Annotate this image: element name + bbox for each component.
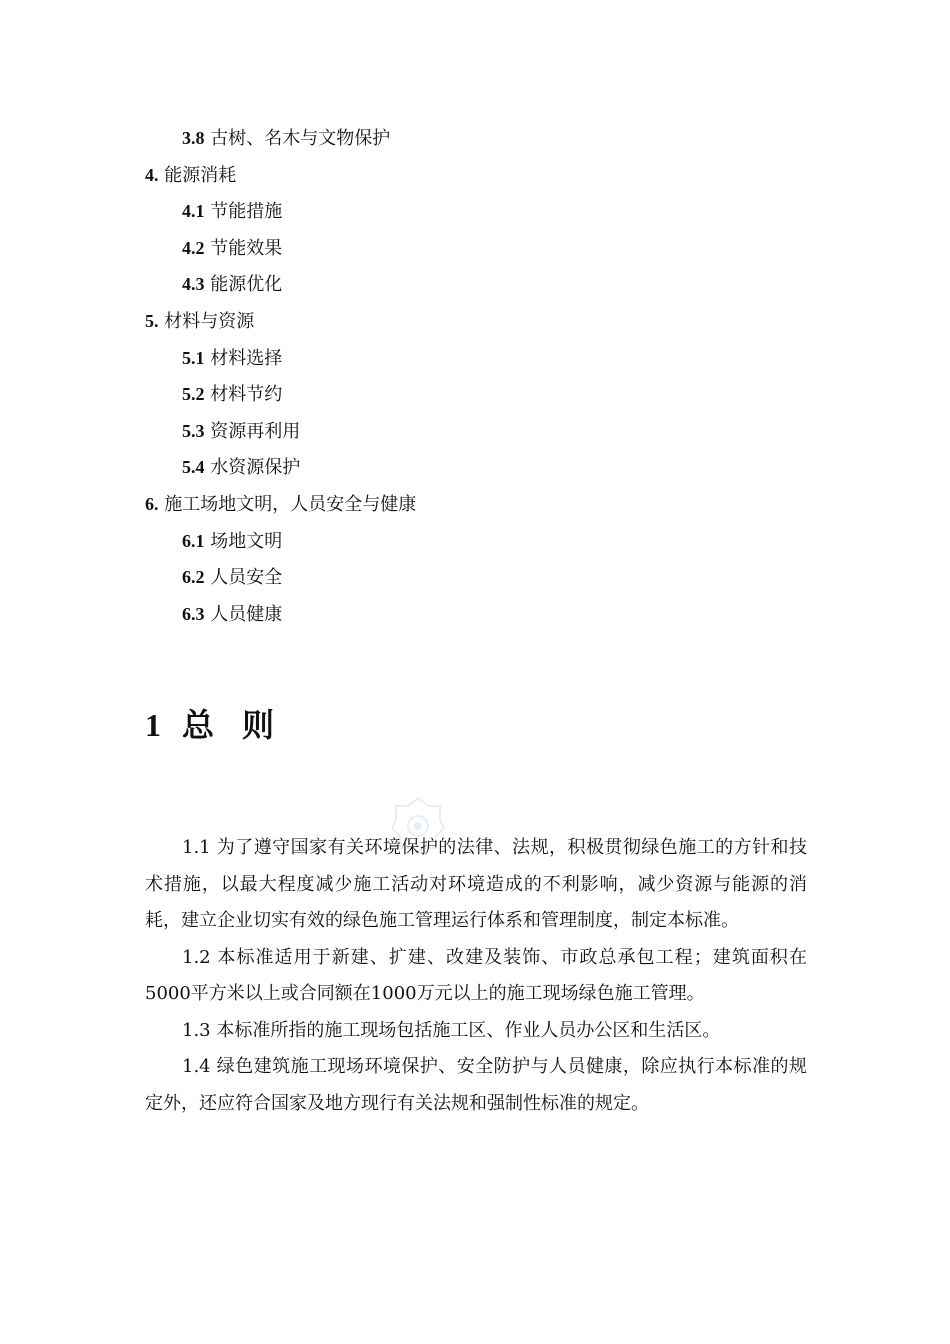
- toc-item: [145, 596, 845, 633]
- toc-item-number: 6.1: [182, 530, 205, 551]
- toc-item-text: 节能效果: [210, 237, 283, 259]
- toc-item: [145, 449, 845, 486]
- toc-item-number: 5.1: [182, 347, 205, 368]
- toc-item-number: 5.4: [182, 457, 205, 478]
- toc-item: [145, 376, 845, 413]
- toc-item-text: 施工场地文明，人员安全与健康: [164, 493, 417, 515]
- toc-item-text: 人员安全: [210, 567, 283, 589]
- toc-item-text: 材料与资源: [164, 310, 255, 332]
- toc-item-text: 人员健康: [210, 603, 283, 625]
- toc-item-number: 5.2: [182, 384, 205, 405]
- toc-item-text: 场地文明: [210, 530, 283, 552]
- toc-item-text: 古树、名木与文物保护: [210, 128, 391, 149]
- toc-item: [145, 340, 845, 377]
- toc-item: [145, 230, 845, 267]
- toc-item-number: 4.1: [182, 201, 205, 222]
- toc-item-text: 资源再利用: [210, 420, 301, 442]
- toc-item-number: 6.: [145, 493, 159, 514]
- toc-item: [145, 303, 845, 340]
- toc-item-text: 能源优化: [210, 274, 283, 296]
- toc-item: [145, 120, 845, 157]
- table-of-contents: [145, 120, 845, 632]
- paragraph: 1.4 绿色建筑施工现场环境保护、安全防护与人员健康，除应执行本标准的规定外，还应符合国家及地方现行有关法规和强制性标准的规定。: [145, 1056, 807, 1114]
- toc-item-number: 6.2: [182, 567, 205, 588]
- toc-item: [145, 266, 845, 303]
- toc-item-number: 6.3: [182, 603, 205, 624]
- paragraph: 1.2 本标准适用于新建、扩建、改建及装饰、市政总承包工程；建筑面积在5000平方米以上或合同额在1000万元以上的施工现场绿色施工管理。: [145, 946, 807, 1004]
- toc-item: [145, 523, 845, 560]
- toc-item-number: 4.2: [182, 237, 205, 258]
- section-title: 总则: [182, 707, 303, 743]
- section-heading: [145, 700, 302, 746]
- toc-item-number: 3.8: [182, 128, 205, 148]
- toc-item-text: 能源消耗: [164, 164, 237, 186]
- toc-item: [145, 486, 845, 523]
- toc-item: [145, 413, 845, 450]
- toc-item: [145, 559, 845, 596]
- toc-item-number: 5.: [145, 310, 159, 331]
- toc-item-text: 材料节约: [210, 384, 283, 406]
- toc-item-number: 4.3: [182, 274, 205, 295]
- toc-item-text: 节能措施: [210, 201, 283, 223]
- body-text: [145, 830, 807, 1122]
- toc-item-number: 4.: [145, 164, 159, 185]
- paragraph: 1.1 为了遵守国家有关环境保护的法律、法规，积极贯彻绿色施工的方针和技术措施，以最大程度减少施工活动对环境造成的不利影响，减少资源与能源的消耗，建立企业切实有效的绿色施工管理运行体系和管理制度，制定本标准。: [145, 837, 807, 931]
- section-number: 1: [145, 707, 162, 743]
- toc-item-number: 5.3: [182, 420, 205, 441]
- toc-item-text: 水资源保护: [210, 457, 301, 479]
- paragraph: 1.3 本标准所指的施工现场包括施工区、作业人员办公区和生活区。: [182, 1019, 721, 1041]
- toc-item: [145, 157, 845, 194]
- toc-item: [145, 193, 845, 230]
- toc-item-text: 材料选择: [210, 347, 283, 369]
